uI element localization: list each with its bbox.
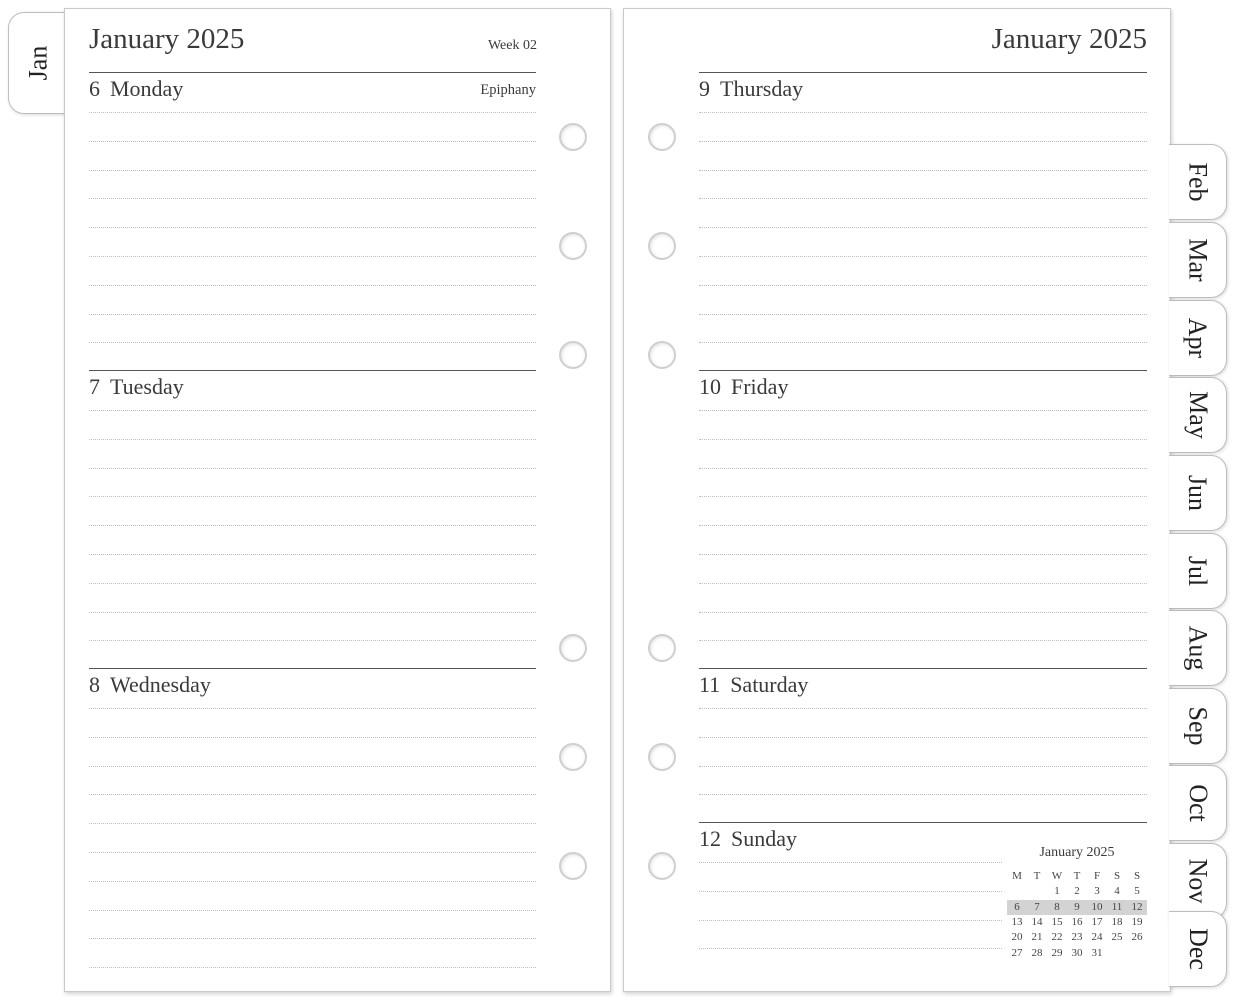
weekday-header: S bbox=[1133, 870, 1141, 883]
writing-line bbox=[89, 583, 536, 584]
writing-line bbox=[89, 737, 536, 738]
weekday-header: T bbox=[1073, 870, 1081, 883]
day-rule bbox=[699, 822, 1147, 823]
writing-line bbox=[699, 612, 1147, 613]
mini-calendar-week bbox=[1007, 930, 1147, 945]
writing-line bbox=[89, 170, 536, 171]
day-name: Wednesday bbox=[110, 672, 211, 697]
writing-line bbox=[699, 708, 1147, 709]
day-monday bbox=[89, 72, 536, 370]
tab-label: Apr bbox=[1183, 317, 1213, 359]
tab-label: Dec bbox=[1183, 928, 1213, 970]
writing-line bbox=[89, 766, 536, 767]
tab-label: Oct bbox=[1183, 784, 1213, 822]
holiday-label: Epiphany bbox=[480, 82, 536, 98]
day-friday bbox=[699, 370, 1147, 668]
writing-line bbox=[89, 612, 536, 613]
writing-line bbox=[89, 852, 536, 853]
tab-label: Aug bbox=[1183, 625, 1213, 671]
mini-calendar-day: 21 bbox=[1031, 931, 1043, 944]
week-number: Week 02 bbox=[487, 38, 537, 53]
writing-line bbox=[699, 198, 1147, 199]
writing-line bbox=[89, 439, 536, 440]
writing-line bbox=[699, 496, 1147, 497]
weekday-header: F bbox=[1093, 870, 1101, 883]
writing-line bbox=[699, 410, 1147, 411]
weekday-header: M bbox=[1012, 870, 1022, 883]
writing-line bbox=[89, 112, 536, 113]
day-thursday bbox=[699, 72, 1147, 370]
writing-line bbox=[89, 525, 536, 526]
day-rule bbox=[699, 668, 1147, 669]
writing-line bbox=[699, 468, 1147, 469]
binder-hole bbox=[648, 852, 676, 880]
mini-calendar-day: 16 bbox=[1071, 916, 1083, 929]
writing-line bbox=[699, 862, 1002, 863]
writing-line bbox=[699, 342, 1147, 343]
writing-line bbox=[699, 439, 1147, 440]
tab-label: Sep bbox=[1183, 706, 1213, 746]
tab-oct[interactable] bbox=[1169, 765, 1227, 841]
writing-line bbox=[89, 910, 536, 911]
day-name: Thursday bbox=[720, 76, 804, 101]
writing-line bbox=[699, 256, 1147, 257]
binder-hole bbox=[559, 232, 587, 260]
writing-line bbox=[89, 141, 536, 142]
mini-calendar-day: 25 bbox=[1111, 931, 1123, 944]
day-rule bbox=[89, 72, 536, 73]
day-heading bbox=[699, 827, 797, 851]
day-tuesday bbox=[89, 370, 536, 668]
tab-label: Mar bbox=[1183, 238, 1213, 282]
page-title-left: January 2025 bbox=[89, 23, 245, 55]
writing-line bbox=[699, 227, 1147, 228]
mini-calendar-day: 11 bbox=[1111, 900, 1123, 913]
day-name: Sunday bbox=[731, 826, 797, 851]
day-name: Saturday bbox=[730, 672, 809, 697]
day-number: 10 bbox=[699, 374, 721, 399]
tab-apr[interactable] bbox=[1169, 300, 1227, 376]
tab-label: Nov bbox=[1183, 858, 1213, 904]
day-number: 6 bbox=[89, 76, 100, 101]
day-number: 12 bbox=[699, 826, 721, 851]
mini-calendar-day: 7 bbox=[1034, 900, 1040, 913]
day-heading bbox=[699, 375, 788, 399]
binder-hole bbox=[648, 341, 676, 369]
day-number: 9 bbox=[699, 76, 710, 101]
mini-calendar-day: 6 bbox=[1014, 900, 1020, 913]
writing-line bbox=[699, 920, 1002, 921]
day-rule bbox=[89, 370, 536, 371]
mini-calendar-day: 14 bbox=[1031, 916, 1043, 929]
binder-hole bbox=[648, 634, 676, 662]
mini-calendar-day: 13 bbox=[1011, 916, 1023, 929]
mini-calendar-day: 29 bbox=[1051, 946, 1063, 959]
writing-line bbox=[89, 967, 536, 968]
tab-jan[interactable] bbox=[8, 12, 67, 114]
mini-calendar-day: 15 bbox=[1051, 916, 1063, 929]
day-rule bbox=[699, 72, 1147, 73]
day-number: 7 bbox=[89, 374, 100, 399]
mini-calendar-day: 24 bbox=[1091, 931, 1103, 944]
day-wednesday bbox=[89, 668, 536, 970]
tab-jun[interactable] bbox=[1169, 455, 1227, 531]
day-name: Monday bbox=[110, 76, 184, 101]
writing-line bbox=[89, 198, 536, 199]
writing-line bbox=[89, 708, 536, 709]
writing-line bbox=[699, 112, 1147, 113]
day-rule bbox=[89, 668, 536, 669]
mini-calendar bbox=[1007, 845, 1147, 961]
writing-line bbox=[89, 496, 536, 497]
writing-line bbox=[699, 794, 1147, 795]
tab-sep[interactable] bbox=[1169, 688, 1227, 764]
writing-line bbox=[89, 640, 536, 641]
tab-label: May bbox=[1183, 391, 1213, 439]
mini-calendar-week bbox=[1007, 884, 1147, 899]
tab-label: Feb bbox=[1183, 162, 1213, 202]
writing-line bbox=[89, 554, 536, 555]
mini-calendar-day: 18 bbox=[1111, 916, 1123, 929]
weekday-header: S bbox=[1113, 870, 1121, 883]
mini-calendar-day: 19 bbox=[1131, 916, 1143, 929]
binder-hole bbox=[559, 123, 587, 151]
mini-calendar-day: 8 bbox=[1054, 900, 1060, 913]
tab-dec[interactable] bbox=[1169, 911, 1227, 987]
writing-line bbox=[699, 170, 1147, 171]
binder-hole bbox=[559, 634, 587, 662]
writing-line bbox=[699, 314, 1147, 315]
tab-jan-label: Jan bbox=[22, 45, 52, 81]
left-page bbox=[64, 8, 611, 992]
day-heading bbox=[699, 77, 803, 101]
mini-calendar-day: 3 bbox=[1094, 885, 1100, 898]
day-saturday bbox=[699, 668, 1147, 822]
day-name: Friday bbox=[731, 374, 789, 399]
writing-line bbox=[699, 583, 1147, 584]
mini-calendar-weekday-row bbox=[1007, 869, 1147, 884]
writing-line bbox=[699, 525, 1147, 526]
tab-label: Jun bbox=[1183, 474, 1213, 512]
day-heading bbox=[89, 673, 211, 697]
binder-hole bbox=[559, 341, 587, 369]
writing-line bbox=[89, 342, 536, 343]
writing-line bbox=[699, 891, 1002, 892]
mini-calendar-day: 22 bbox=[1051, 931, 1063, 944]
writing-line bbox=[89, 314, 536, 315]
tab-mar[interactable] bbox=[1169, 222, 1227, 298]
mini-calendar-day: 4 bbox=[1114, 885, 1120, 898]
right-page bbox=[623, 8, 1171, 992]
day-number: 8 bbox=[89, 672, 100, 697]
writing-line bbox=[89, 256, 536, 257]
writing-line bbox=[89, 410, 536, 411]
writing-line bbox=[89, 794, 536, 795]
mini-calendar-day: 9 bbox=[1074, 900, 1080, 913]
day-heading bbox=[699, 673, 808, 697]
writing-line bbox=[699, 285, 1147, 286]
mini-calendar-day: 20 bbox=[1011, 931, 1023, 944]
weekday-header: W bbox=[1051, 870, 1063, 883]
writing-line bbox=[699, 640, 1147, 641]
mini-calendar-day: 10 bbox=[1091, 900, 1103, 913]
mini-calendar-day: 23 bbox=[1071, 931, 1083, 944]
mini-calendar-week bbox=[1007, 945, 1147, 960]
binder-hole bbox=[648, 743, 676, 771]
mini-calendar-day: 26 bbox=[1131, 931, 1143, 944]
writing-line bbox=[89, 823, 536, 824]
mini-calendar-day: 1 bbox=[1054, 885, 1060, 898]
binder-hole bbox=[648, 232, 676, 260]
day-rule bbox=[699, 370, 1147, 371]
writing-line bbox=[89, 881, 536, 882]
mini-calendar-day: 31 bbox=[1091, 946, 1103, 959]
writing-line bbox=[699, 141, 1147, 142]
writing-line bbox=[89, 227, 536, 228]
day-heading bbox=[89, 375, 184, 399]
mini-calendar-day: 27 bbox=[1011, 946, 1023, 959]
tab-jul[interactable] bbox=[1169, 533, 1227, 609]
mini-calendar-title: January 2025 bbox=[1039, 845, 1115, 860]
tab-nov[interactable] bbox=[1169, 843, 1227, 919]
tab-feb[interactable] bbox=[1169, 144, 1227, 220]
day-name: Tuesday bbox=[110, 374, 184, 399]
writing-line bbox=[89, 285, 536, 286]
writing-line bbox=[699, 737, 1147, 738]
mini-calendar-week-current bbox=[1007, 900, 1147, 915]
page-title-right: January 2025 bbox=[991, 23, 1147, 55]
mini-calendar-day: 5 bbox=[1134, 885, 1140, 898]
binder-hole bbox=[559, 852, 587, 880]
writing-line bbox=[699, 948, 1002, 949]
mini-calendar-day: 2 bbox=[1074, 885, 1080, 898]
weekday-header: T bbox=[1033, 870, 1041, 883]
binder-hole bbox=[559, 743, 587, 771]
tab-may[interactable] bbox=[1169, 377, 1227, 453]
day-heading bbox=[89, 77, 183, 101]
mini-calendar-day: 12 bbox=[1131, 900, 1143, 913]
writing-line bbox=[89, 468, 536, 469]
tab-aug[interactable] bbox=[1169, 610, 1227, 686]
mini-calendar-day: 28 bbox=[1031, 946, 1043, 959]
mini-calendar-day: 30 bbox=[1071, 946, 1083, 959]
binder-hole bbox=[648, 123, 676, 151]
tab-label: Jul bbox=[1183, 555, 1213, 587]
writing-line bbox=[699, 554, 1147, 555]
mini-calendar-week bbox=[1007, 915, 1147, 930]
writing-line bbox=[699, 766, 1147, 767]
mini-calendar-day: 17 bbox=[1091, 916, 1103, 929]
day-number: 11 bbox=[699, 672, 721, 697]
writing-line bbox=[89, 938, 536, 939]
